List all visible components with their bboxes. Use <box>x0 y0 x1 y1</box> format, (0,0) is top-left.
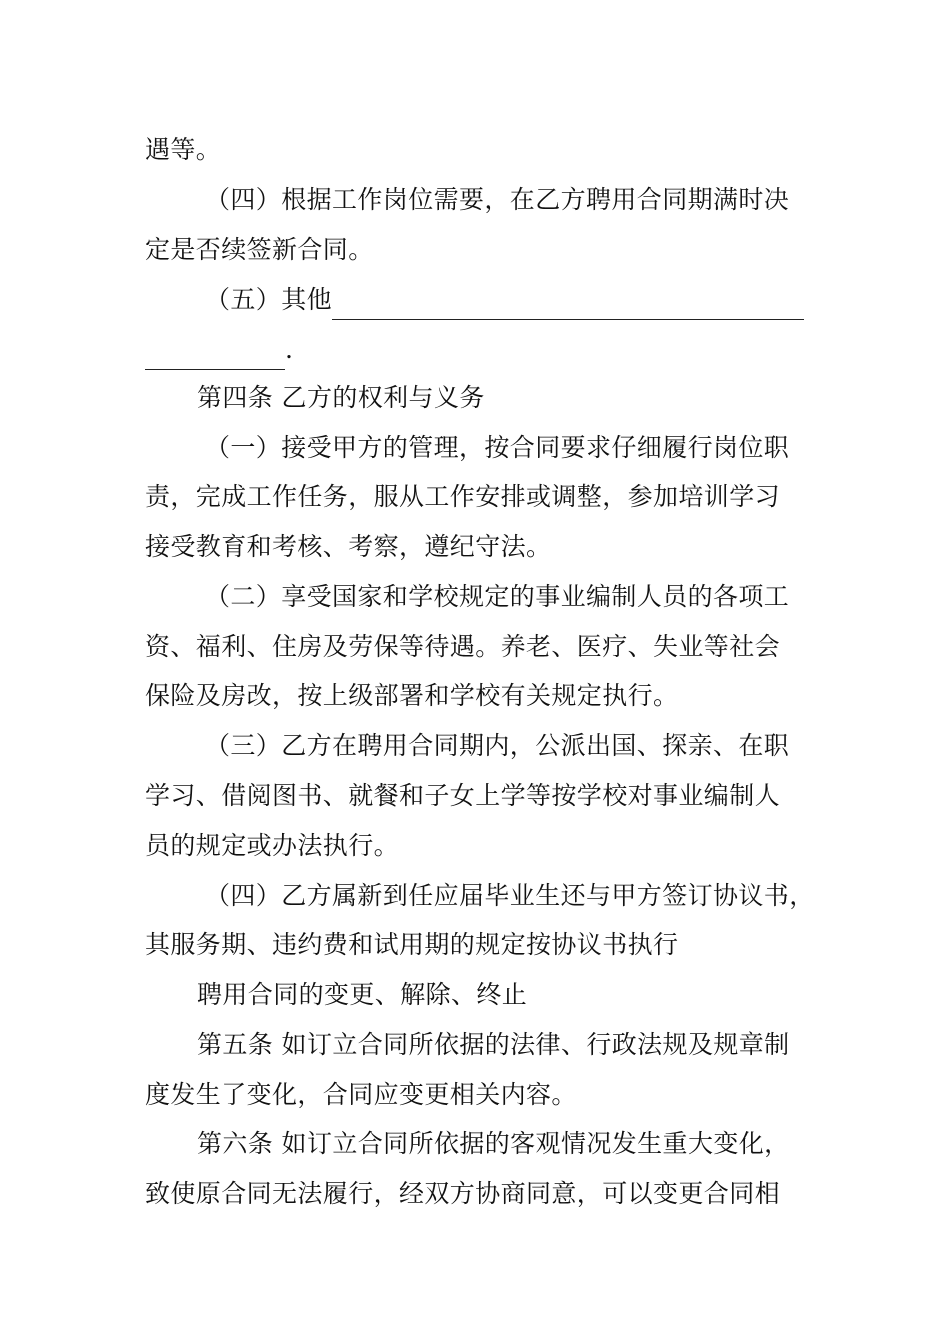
text-line: （三）乙方在聘用合同期内，公派出国、探亲、在职 <box>205 731 790 760</box>
text-line: （四）乙方属新到任应届毕业生还与甲方签订协议书， <box>205 881 815 910</box>
text-line: （二）享受国家和学校规定的事业编制人员的各项工 <box>205 582 790 611</box>
blank-underline <box>332 291 804 320</box>
text-line: 遇等。 <box>145 135 222 164</box>
text-line: （四）根据工作岗位需要，在乙方聘用合同期满时决 <box>205 185 790 214</box>
text-line: 员的规定或办法执行。 <box>145 831 400 860</box>
fill-in-line <box>205 280 804 320</box>
text-line: 保险及房改，按上级部署和学校有关规定执行。 <box>145 681 679 710</box>
blank-underline <box>145 341 285 370</box>
text-line: （五）其他 <box>205 285 333 314</box>
text-line: （一）接受甲方的管理，按合同要求仔细履行岗位职 <box>205 433 790 462</box>
section-heading: 第四条 乙方的权利与义务 <box>197 383 485 412</box>
fill-in-line <box>145 330 293 370</box>
text-line: 定是否续签新合同。 <box>145 235 374 264</box>
text-line: 第六条 如订立合同所依据的客观情况发生重大变化， <box>197 1129 790 1158</box>
section-heading: 聘用合同的变更、解除、终止 <box>197 980 528 1009</box>
text-line: 学习、借阅图书、就餐和子女上学等按学校对事业编制人 <box>145 781 781 810</box>
text-line: 度发生了变化，合同应变更相关内容。 <box>145 1080 577 1109</box>
text-line: . <box>285 335 294 364</box>
text-line: 资、福利、住房及劳保等待遇。养老、医疗、失业等社会 <box>145 632 781 661</box>
text-line: 第五条 如订立合同所依据的法律、行政法规及规章制 <box>197 1030 790 1059</box>
text-line: 致使原合同无法履行，经双方协商同意，可以变更合同相 <box>145 1179 781 1208</box>
text-line: 责，完成工作任务，服从工作安排或调整，参加培训学习 <box>145 482 781 511</box>
text-line: 接受教育和考核、考察，遵纪守法。 <box>145 532 552 561</box>
text-line: 其服务期、违约费和试用期的规定按协议书执行 <box>145 930 679 959</box>
